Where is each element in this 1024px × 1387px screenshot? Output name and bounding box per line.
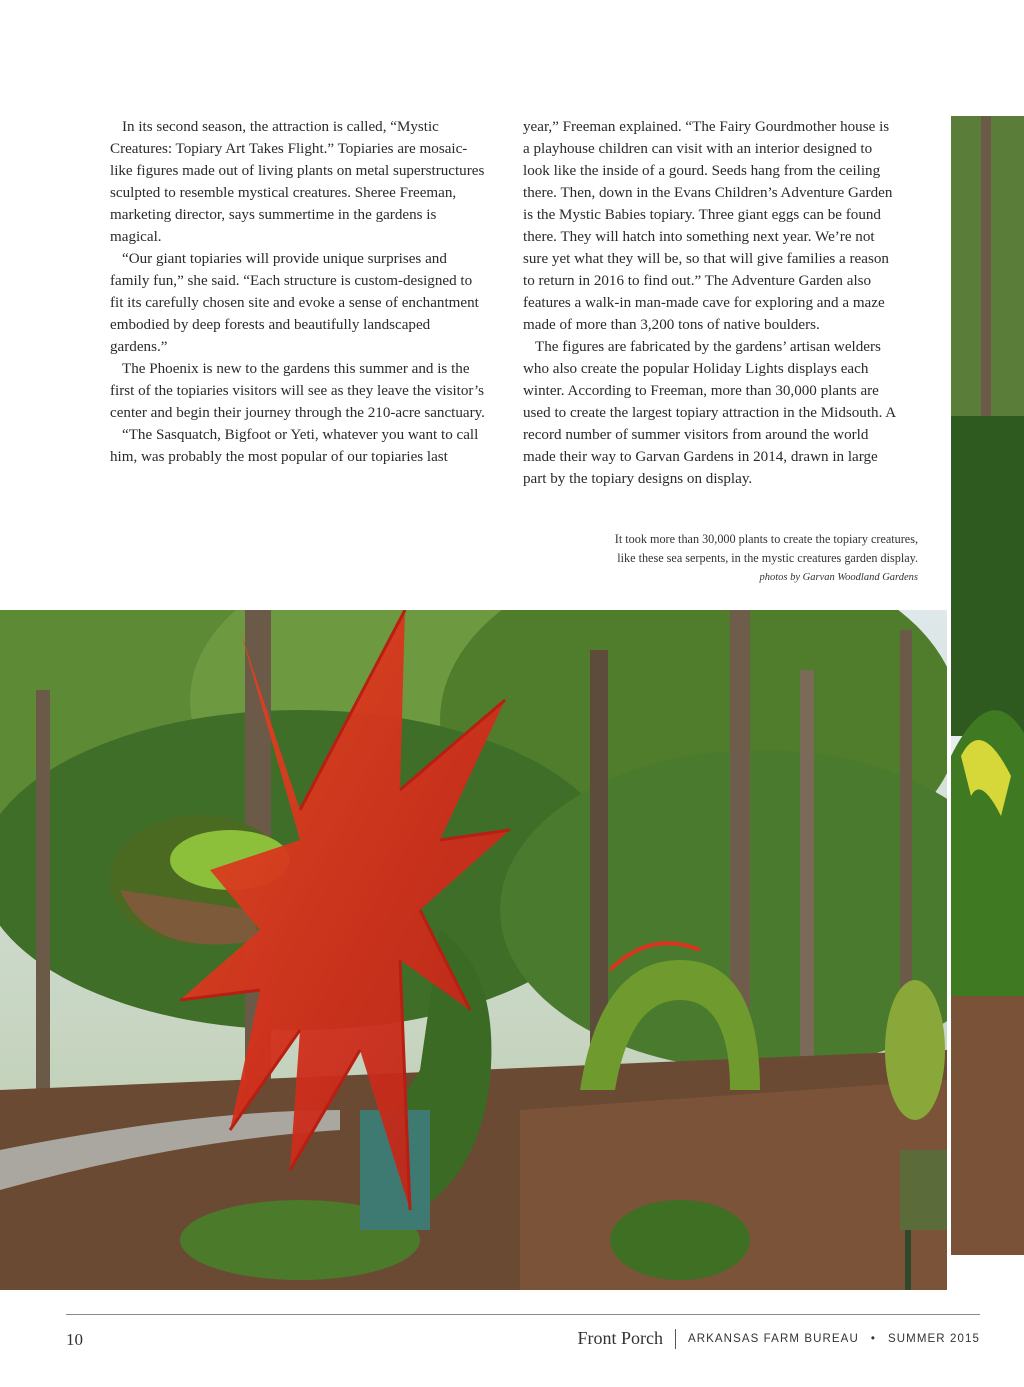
photo-caption	[538, 530, 918, 568]
phoenix-topiary-photo	[0, 610, 947, 1290]
article-right-column	[523, 116, 899, 490]
paragraph: “Our giant topiaries will provide unique surprises and family fun,” she said. “Each structure is custom-designed to fit its carefully chosen site and evoke a sense of enchantment embodied by deep forests and beautifully landscaped gardens.”	[110, 251, 479, 355]
paragraph: The figures are fabricated by the gardens’ artisan welders who also create the popular Holiday Lights displays each winter. According to Freeman, more than 30,000 plants are used to create the largest topiary attraction in the Midsouth. A record number of summer visitors from around the world made their way to Garvan Gardens in 2014, drawn in large part by the topiary designs on display.	[523, 339, 896, 487]
paragraph: The Phoenix is new to the gardens this summer and is the first of the topiaries visitors will see as they leave the visitor’s center and begin their journey through the 210-acre sanctuary.	[110, 361, 485, 421]
footer-divider	[675, 1329, 676, 1349]
footer-rule	[66, 1314, 980, 1315]
page-number: 10	[66, 1330, 83, 1349]
photo-credit: photos by Garvan Woodland Gardens	[759, 572, 918, 583]
caption-line: like these sea serpents, in the mystic creatures garden display.	[617, 551, 918, 565]
bullet-separator: •	[870, 1332, 876, 1345]
paragraph: In its second season, the attraction is called, “Mystic Creatures: Topiary Art Takes Flight.” Topiaries are mosaic-like figures made out of living plants on metal superstructures sculpted to resemble mystical creatures. Sheree Freeman, marketing director, says summertime in the gardens is magical.	[110, 119, 485, 245]
caption-line: It took more than 30,000 plants to create the topiary creatures,	[614, 532, 918, 546]
magazine-title: Front Porch	[577, 1328, 663, 1348]
article-left-column	[110, 116, 486, 468]
paragraph: “The Sasquatch, Bigfoot or Yeti, whatever you want to call him, was probably the most popular of our topiaries last	[110, 427, 479, 465]
footer-publication	[577, 1328, 980, 1349]
issue-label: SUMMER 2015	[888, 1332, 980, 1345]
side-topiary-photo	[949, 116, 1024, 1258]
publisher-name: ARKANSAS FARM BUREAU	[687, 1332, 859, 1345]
paragraph: year,” Freeman explained. “The Fairy Gourdmother house is a playhouse children can visit with an interior designed to look like the inside of a gourd. Seeds hang from the ceiling there. Then, down in the Evans Children’s Adventure Garden is the Mystic Babies topiary. Three giant eggs can be found there. They will hatch into something next year. We’re not sure yet what they will be, so that will give families a reason to return in 2016 to find out.” The Adventure Garden also features a walk-in man-made cave for exploring and a maze made of more than 3,200 tons of native boulders.	[523, 119, 893, 333]
